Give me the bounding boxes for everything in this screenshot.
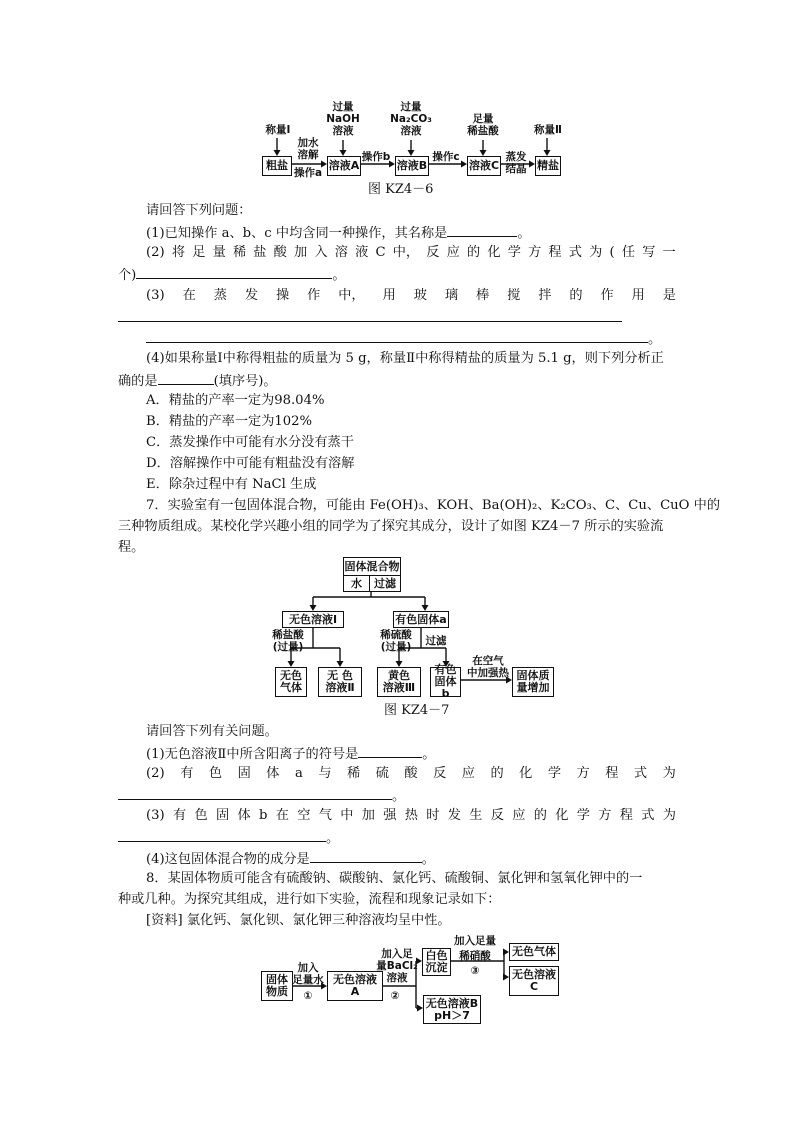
q8-line3: [资料] 氯化钙、氯化钡、氯化钾三种溶液均呈中性。 bbox=[146, 913, 451, 928]
q7-line3: 程。 bbox=[118, 540, 145, 555]
fig6-box-solution-b: 溶液B bbox=[395, 156, 429, 176]
justified-token: 酸 bbox=[273, 245, 287, 260]
justified-token: 棒 bbox=[475, 288, 490, 303]
fig8-solB-line2: pH＞7 bbox=[434, 1008, 470, 1022]
justified-token: 强 bbox=[383, 808, 397, 823]
fig8-add2-label-3: 溶液 bbox=[386, 972, 408, 984]
fig7-solidb-line2: 固体b bbox=[434, 675, 457, 700]
fig6-naoh-label-1: 过量 bbox=[332, 101, 354, 113]
fig8-step2: ② bbox=[390, 990, 400, 1002]
fig8-box-colorless-gas: 无色气体 bbox=[509, 943, 559, 961]
fig6-evap-label-2: 结晶 bbox=[505, 163, 527, 175]
fig7-h2so4-label-2: (过量) bbox=[380, 641, 412, 653]
justified-token: 搅 bbox=[507, 288, 521, 303]
fig7-filter2-label: 过滤 bbox=[425, 635, 447, 647]
q7-part1-end: 。 bbox=[422, 747, 436, 762]
justified-token: 反 bbox=[433, 766, 447, 781]
justified-token: 中 bbox=[340, 808, 354, 823]
justified-token: 应 bbox=[446, 245, 460, 260]
justified-token: 酸 bbox=[404, 766, 418, 781]
q7-intro: 请回答下列有关问题。 bbox=[146, 724, 278, 739]
justified-token: 固 bbox=[237, 766, 251, 781]
justified-token: 化 bbox=[519, 766, 533, 781]
justified-token: 任 bbox=[621, 245, 636, 260]
justified-token: 稀 bbox=[232, 245, 247, 260]
justified-token: 足 bbox=[192, 245, 206, 260]
justified-token: 写 bbox=[642, 245, 656, 260]
fig6-na2co3-label-2: Na₂CO₃ bbox=[390, 113, 432, 125]
fig7-sol2-line1: 无 色 bbox=[327, 669, 353, 682]
q6-part4-cont-text: 确的是 bbox=[118, 374, 158, 389]
fig8-solC-line1: 无色溶液 bbox=[512, 968, 556, 981]
fig7-box-water: 水 bbox=[343, 576, 370, 592]
fig6-box-solution-c: 溶液C bbox=[467, 156, 501, 176]
q6-part1-text: (1)已知操作 a、b、c 中均含同一种操作，其名称是 bbox=[146, 226, 448, 241]
justified-token: 中， bbox=[338, 288, 365, 303]
fig8-solA-line2: A bbox=[350, 985, 360, 998]
q6-option-e: E．除杂过程中有 NaCl 生成 bbox=[146, 477, 317, 492]
justified-token: 用 bbox=[382, 288, 396, 303]
q6-part1-end: 。 bbox=[517, 226, 531, 241]
justified-token: 应 bbox=[512, 808, 526, 823]
fig6-op-a-label: 操作a bbox=[293, 167, 323, 179]
fig8-step1: ① bbox=[303, 990, 313, 1002]
justified-token: 是 bbox=[662, 288, 676, 303]
fig7-heat-label-1: 在空气 bbox=[472, 655, 504, 667]
justified-token: 学 bbox=[507, 245, 521, 260]
fig8-box-solution-c bbox=[509, 966, 559, 996]
fig6-op-b-label: 操作b bbox=[361, 151, 391, 163]
fig6-hcl-label-2: 稀盐酸 bbox=[467, 125, 499, 137]
fig7-hcl-label-2: (过量) bbox=[272, 641, 304, 653]
justified-token: ( bbox=[609, 245, 615, 260]
fig6-op-c-label: 操作c bbox=[432, 151, 460, 163]
fig8-solA-line1: 无色溶液 bbox=[333, 973, 377, 986]
justified-token: 液 bbox=[355, 245, 369, 260]
justified-token: 硫 bbox=[375, 766, 389, 781]
justified-token: 璃 bbox=[444, 288, 458, 303]
q6-option-b: B．精盐的产率一定为102% bbox=[146, 414, 313, 429]
justified-token: 用 bbox=[631, 288, 645, 303]
justified-token: 空 bbox=[297, 808, 311, 823]
justified-token: 色 bbox=[208, 766, 223, 781]
q6-part2-end: 。 bbox=[332, 268, 346, 283]
fig7-gas-line2: 气体 bbox=[280, 681, 302, 694]
justified-token: 为 bbox=[662, 808, 676, 823]
fig8-solC-line2: C bbox=[529, 980, 539, 993]
justified-token: 发 bbox=[447, 808, 461, 823]
fig8-ppt-line1: 白色 bbox=[425, 949, 448, 962]
fig6-hcl-label-1: 足量 bbox=[472, 113, 494, 125]
fig8-add2-label-2: 量BaCl₂ bbox=[376, 960, 418, 972]
fig6-caption: 图 KZ4－6 bbox=[368, 182, 434, 197]
justified-token: 固 bbox=[216, 808, 230, 823]
justified-token: 式 bbox=[568, 245, 582, 260]
justified-token: 的 bbox=[533, 808, 547, 823]
justified-token: 加 bbox=[361, 808, 375, 823]
fig7-box-filter: 过滤 bbox=[369, 576, 401, 592]
justified-token: (3) bbox=[146, 288, 165, 303]
q6-intro: 请回答下列问题： bbox=[146, 203, 252, 218]
fig6-naoh-label-3: 溶液 bbox=[332, 125, 354, 137]
fig8-ppt-line2: 沉淀 bbox=[425, 961, 448, 974]
fig8-add3-label-2: 稀硝酸 bbox=[459, 950, 491, 962]
q7-line2: 三种物质组成。某校化学兴趣小组的同学为了探究其成分，设计了如图 KZ4－7 所示的实验流 bbox=[118, 519, 664, 534]
justified-token: 应 bbox=[461, 766, 475, 781]
q6-part3-end: 。 bbox=[648, 332, 662, 347]
justified-token: 量 bbox=[212, 245, 226, 260]
fig6-naoh-label-2: NaOH bbox=[326, 113, 360, 125]
justified-token: 蒸 bbox=[213, 288, 227, 303]
fig7-heat-label-2: 中加强热 bbox=[467, 667, 509, 679]
q7-part1-text: (1)无色溶液Ⅱ中所含阳离子的符号是 bbox=[146, 747, 359, 762]
justified-token: 的 bbox=[490, 766, 504, 781]
fig8-step3: ③ bbox=[470, 965, 480, 977]
fig8-box-solution-b bbox=[423, 995, 481, 1024]
justified-token: 生 bbox=[469, 808, 483, 823]
justified-token: 拌 bbox=[538, 288, 552, 303]
fig6-weigh1-label: 称量Ⅰ bbox=[265, 124, 291, 136]
q6-option-d: D．溶解操作中可能有粗盐没有溶解 bbox=[146, 456, 355, 471]
justified-token: 的 bbox=[569, 288, 583, 303]
fig6-box-solution-a: 溶液A bbox=[327, 156, 361, 176]
justified-token: 程 bbox=[548, 245, 562, 260]
justified-token: 式 bbox=[633, 766, 648, 781]
justified-token: 作 bbox=[307, 288, 321, 303]
fig7-h2so4-label-1: 稀硫酸 bbox=[380, 629, 412, 641]
justified-token: 玻 bbox=[413, 288, 427, 303]
justified-token: 在 bbox=[275, 808, 289, 823]
q6-option-c: C．蒸发操作中可能有水分没有蒸干 bbox=[146, 435, 354, 450]
justified-token: 时 bbox=[426, 808, 440, 823]
justified-token: 入 bbox=[314, 245, 328, 260]
justified-token: 方 bbox=[598, 808, 612, 823]
fig7-mass-line2: 量增加 bbox=[516, 681, 550, 694]
justified-token: 为 bbox=[662, 766, 676, 781]
fig7-box-colorless-solution-1: 无色溶液Ⅰ bbox=[282, 611, 344, 628]
fig7-sol3-line1: 黄色 bbox=[388, 669, 410, 682]
fig7-mass-line1: 固体质 bbox=[516, 669, 550, 682]
justified-token: 化 bbox=[555, 808, 569, 823]
justified-token: 气 bbox=[318, 808, 332, 823]
justified-token: C bbox=[375, 245, 386, 260]
justified-token: 操 bbox=[276, 288, 290, 303]
fig8-box-white-precipitate bbox=[422, 948, 451, 976]
q6-part2-cont-text: 个) bbox=[118, 268, 137, 283]
justified-token: 为 bbox=[589, 245, 603, 260]
q7-line1: 7．实验室有一包固体混合物，可能由 Fe(OH)₃、KOH、Ba(OH)₂、K₂CO₃、C、Cu、CuO 中的 bbox=[146, 498, 721, 513]
justified-token: 加 bbox=[294, 245, 308, 260]
justified-token: 色 bbox=[194, 808, 208, 823]
justified-token: 稀 bbox=[347, 766, 361, 781]
justified-token: b bbox=[259, 808, 268, 823]
justified-token: 溶 bbox=[334, 245, 348, 260]
justified-token: 一 bbox=[662, 245, 676, 260]
fig8-add1-label-1: 加入 bbox=[297, 962, 319, 974]
justified-token: 有 bbox=[173, 808, 187, 823]
q6-option-a: A．精盐的产率一定为98.04% bbox=[146, 393, 325, 408]
fig8-add1-label-2: 足量水 bbox=[292, 974, 324, 986]
fig7-box-solid-mixture: 固体混合物 bbox=[343, 557, 401, 576]
justified-token: 中， bbox=[392, 245, 420, 260]
justified-token: (3) bbox=[146, 808, 165, 823]
q7-part4-end: 。 bbox=[421, 852, 435, 867]
fig8-solid-line1: 固体 bbox=[266, 973, 288, 986]
justified-token: 在 bbox=[182, 288, 196, 303]
q7-part3-end: 。 bbox=[326, 831, 340, 846]
fig8-add2-label-1: 加入足 bbox=[381, 948, 413, 960]
justified-token: 化 bbox=[487, 245, 501, 260]
justified-token: 方 bbox=[576, 766, 590, 781]
justified-token: 将 bbox=[171, 245, 186, 260]
fig7-solidb-line1: 有色 bbox=[434, 663, 457, 676]
fig7-sol3-line2: 溶液Ⅲ bbox=[382, 681, 416, 694]
fig7-box-colored-solid-a: 有色固体a bbox=[393, 611, 449, 628]
fig6-na2co3-label-1: 过量 bbox=[400, 101, 422, 113]
justified-token: 与 bbox=[318, 766, 332, 781]
justified-token: 反 bbox=[426, 245, 440, 260]
fig6-box-crude-salt: 粗盐 bbox=[262, 156, 292, 176]
justified-token: a bbox=[294, 766, 303, 781]
q6-part4-end: (填序号)。 bbox=[213, 374, 277, 389]
fig6-box-refined-salt: 精盐 bbox=[535, 156, 561, 176]
justified-token: 学 bbox=[576, 808, 590, 823]
justified-token: 的 bbox=[466, 245, 481, 260]
q6-part4: (4)如果称量Ⅰ中称得粗盐的质量为 5 g，称量Ⅱ中称得精盐的质量为 5.1 g，则下列分析正 bbox=[146, 351, 664, 366]
justified-token: 盐 bbox=[253, 245, 267, 260]
justified-token: 作 bbox=[600, 288, 614, 303]
q8-line2: 种或几种。为探究其组成，进行如下实验，流程和现象记录如下： bbox=[118, 892, 501, 907]
justified-token: 反 bbox=[490, 808, 504, 823]
q7-part2-end: 。 bbox=[392, 789, 406, 804]
fig7-gas-line1: 无色 bbox=[280, 669, 302, 682]
fig6-water-label-1: 加水 bbox=[297, 137, 319, 149]
justified-token: 有 bbox=[180, 766, 194, 781]
justified-token: 方 bbox=[528, 245, 542, 260]
justified-token: 发 bbox=[244, 288, 259, 303]
fig6-evap-label-1: 蒸发 bbox=[505, 151, 527, 163]
fig8-solB-line1: 无色溶液B bbox=[425, 996, 479, 1010]
fig7-hcl-label-1: 稀盐酸 bbox=[272, 629, 304, 641]
justified-token: 体 bbox=[266, 766, 280, 781]
fig6-weigh2-label: 称量Ⅱ bbox=[534, 124, 562, 136]
justified-token: (2) bbox=[146, 766, 165, 781]
justified-token: 程 bbox=[619, 808, 633, 823]
fig8-solid-line2: 物质 bbox=[266, 985, 288, 998]
fig8-box-solid bbox=[261, 971, 293, 1001]
justified-token: 学 bbox=[547, 766, 561, 781]
fig7-sol2-line2: 溶液Ⅱ bbox=[325, 681, 355, 694]
justified-token: 程 bbox=[605, 766, 619, 781]
justified-token: 热 bbox=[404, 808, 418, 823]
justified-token: (2) bbox=[146, 245, 165, 260]
justified-token: 体 bbox=[237, 808, 251, 823]
q8-line1: 8．某固体物质可能含有硫酸钠、碳酸钠、氯化钙、硫酸铜、氯化钾和氢氧化钾中的一 bbox=[146, 871, 643, 886]
q7-part4-text: (4)这包固体混合物的成分是 bbox=[146, 852, 310, 867]
fig6-water-label-2: 溶解 bbox=[297, 149, 319, 161]
justified-token: 式 bbox=[641, 808, 655, 823]
fig7-caption: 图 KZ4－7 bbox=[384, 703, 450, 718]
fig6-na2co3-label-3: 溶液 bbox=[400, 125, 422, 137]
fig8-add3-label-1: 加入足量 bbox=[454, 935, 496, 947]
